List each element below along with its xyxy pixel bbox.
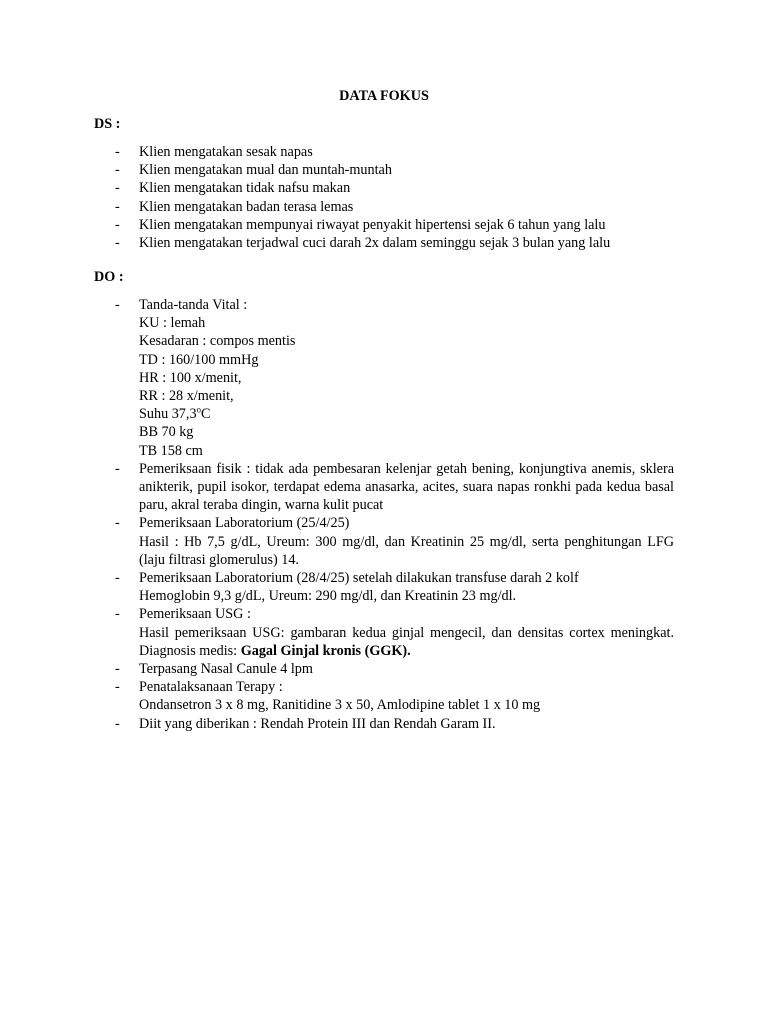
ds-list [94, 143, 674, 252]
list-item [94, 216, 674, 234]
bullet: - [115, 679, 120, 696]
terapi-text: Ondansetron 3 x 8 mg, Ranitidine 3 x 50, Amlodipine tablet 1 x 10 mg [139, 697, 541, 714]
vitals-hr: HR : 100 x/menit, [139, 369, 242, 386]
lab1-heading: Pemeriksaan Laboratorium (25/4/25) [139, 515, 350, 532]
ds-item-text: Klien mengatakan sesak napas [139, 144, 313, 160]
vitals-ku: KU : lemah [139, 315, 206, 332]
ds-item-text: Klien mengatakan mempunyai riwayat penyakit hipertensi sejak 6 tahun yang lalu [139, 216, 606, 233]
ds-item-text: Klien mengatakan tidak nafsu makan [139, 180, 351, 197]
vitals-rr: RR : 28 x/menit, [139, 388, 234, 405]
bullet: - [115, 180, 120, 197]
ds-item-text: Klien mengatakan mual dan muntah-muntah [139, 162, 392, 179]
suhu-unit: C [201, 406, 211, 423]
lab2-heading: Pemeriksaan Laboratorium (28/4/25) setelah dilakukan transfuse darah 2 kolf [139, 570, 579, 587]
ds-item-text: Klien mengatakan terjadwal cuci darah 2x dalam seminggu sejak 3 bulan yang lalu [139, 235, 611, 252]
bullet: - [115, 460, 120, 477]
bullet: - [115, 144, 120, 160]
bullet: - [115, 162, 120, 179]
bullet: - [115, 216, 120, 233]
list-item [94, 234, 674, 252]
list-item [94, 514, 674, 569]
list-item [94, 161, 674, 179]
list-item [94, 460, 674, 515]
usg-result [139, 624, 674, 660]
bullet: - [115, 715, 120, 732]
list-item [94, 296, 674, 460]
lab1-text: Hasil : Hb 7,5 g/dL, Ureum: 300 mg/dl, dan Kreatinin 25 mg/dl, serta penghitungan LFG (laju filtrasi glomerulus) 14. [139, 533, 674, 568]
ds-item-text: Klien mengatakan badan terasa lemas [139, 198, 354, 215]
list-item [94, 569, 674, 605]
bullet: - [115, 606, 120, 623]
terapi-heading: Penatalaksanaan Terapy : [139, 679, 283, 696]
do-label: DO : [94, 269, 124, 285]
vitals-suhu [139, 405, 674, 423]
vitals-tb: TB 158 cm [139, 442, 203, 459]
degree-symbol: o [196, 404, 202, 415]
bullet: - [115, 235, 120, 252]
bullet: - [115, 570, 120, 587]
nasal-text: Terpasang Nasal Canule 4 lpm [139, 661, 313, 678]
bullet: - [115, 297, 120, 313]
list-item [94, 198, 674, 216]
document-title: DATA FOKUS [339, 88, 429, 104]
ds-label: DS : [94, 116, 121, 132]
list-item [94, 179, 674, 197]
vitals-heading: Tanda-tanda Vital : [139, 297, 248, 313]
diit-text: Diit yang diberikan : Rendah Protein III dan Rendah Garam II. [139, 715, 496, 732]
usg-text: Hasil pemeriksaan USG: gambaran kedua ginjal mengecil, dan densitas cortex meningkat. Diagnosis medis: [139, 624, 674, 659]
list-item [94, 660, 674, 678]
list-item [94, 715, 674, 733]
fisik-text: Pemeriksaan fisik : tidak ada pembesaran kelenjar getah bening, konjungtiva anemis, sklera anikterik, pupil isokor, terdapat edema anasarka, acites, suara napas ronkhi pada kedua basal paru, akral teraba dingin, warna kulit pucat [139, 460, 674, 514]
list-item [94, 143, 674, 161]
list-item [94, 605, 674, 660]
vitals-kesadaran: Kesadaran : compos mentis [139, 333, 296, 350]
suhu-value: Suhu 37,3 [139, 406, 197, 423]
vitals-bb: BB 70 kg [139, 424, 194, 441]
do-list [94, 296, 674, 733]
diagnosis-text: Gagal Ginjal kronis (GGK). [240, 642, 411, 659]
list-item [94, 678, 674, 714]
bullet: - [115, 661, 120, 678]
lab2-text: Hemoglobin 9,3 g/dL, Ureum: 290 mg/dl, dan Kreatinin 23 mg/dl. [139, 588, 517, 605]
usg-heading: Pemeriksaan USG : [139, 606, 251, 623]
bullet: - [115, 198, 120, 215]
bullet: - [115, 515, 120, 532]
vitals-td: TD : 160/100 mmHg [139, 351, 259, 368]
